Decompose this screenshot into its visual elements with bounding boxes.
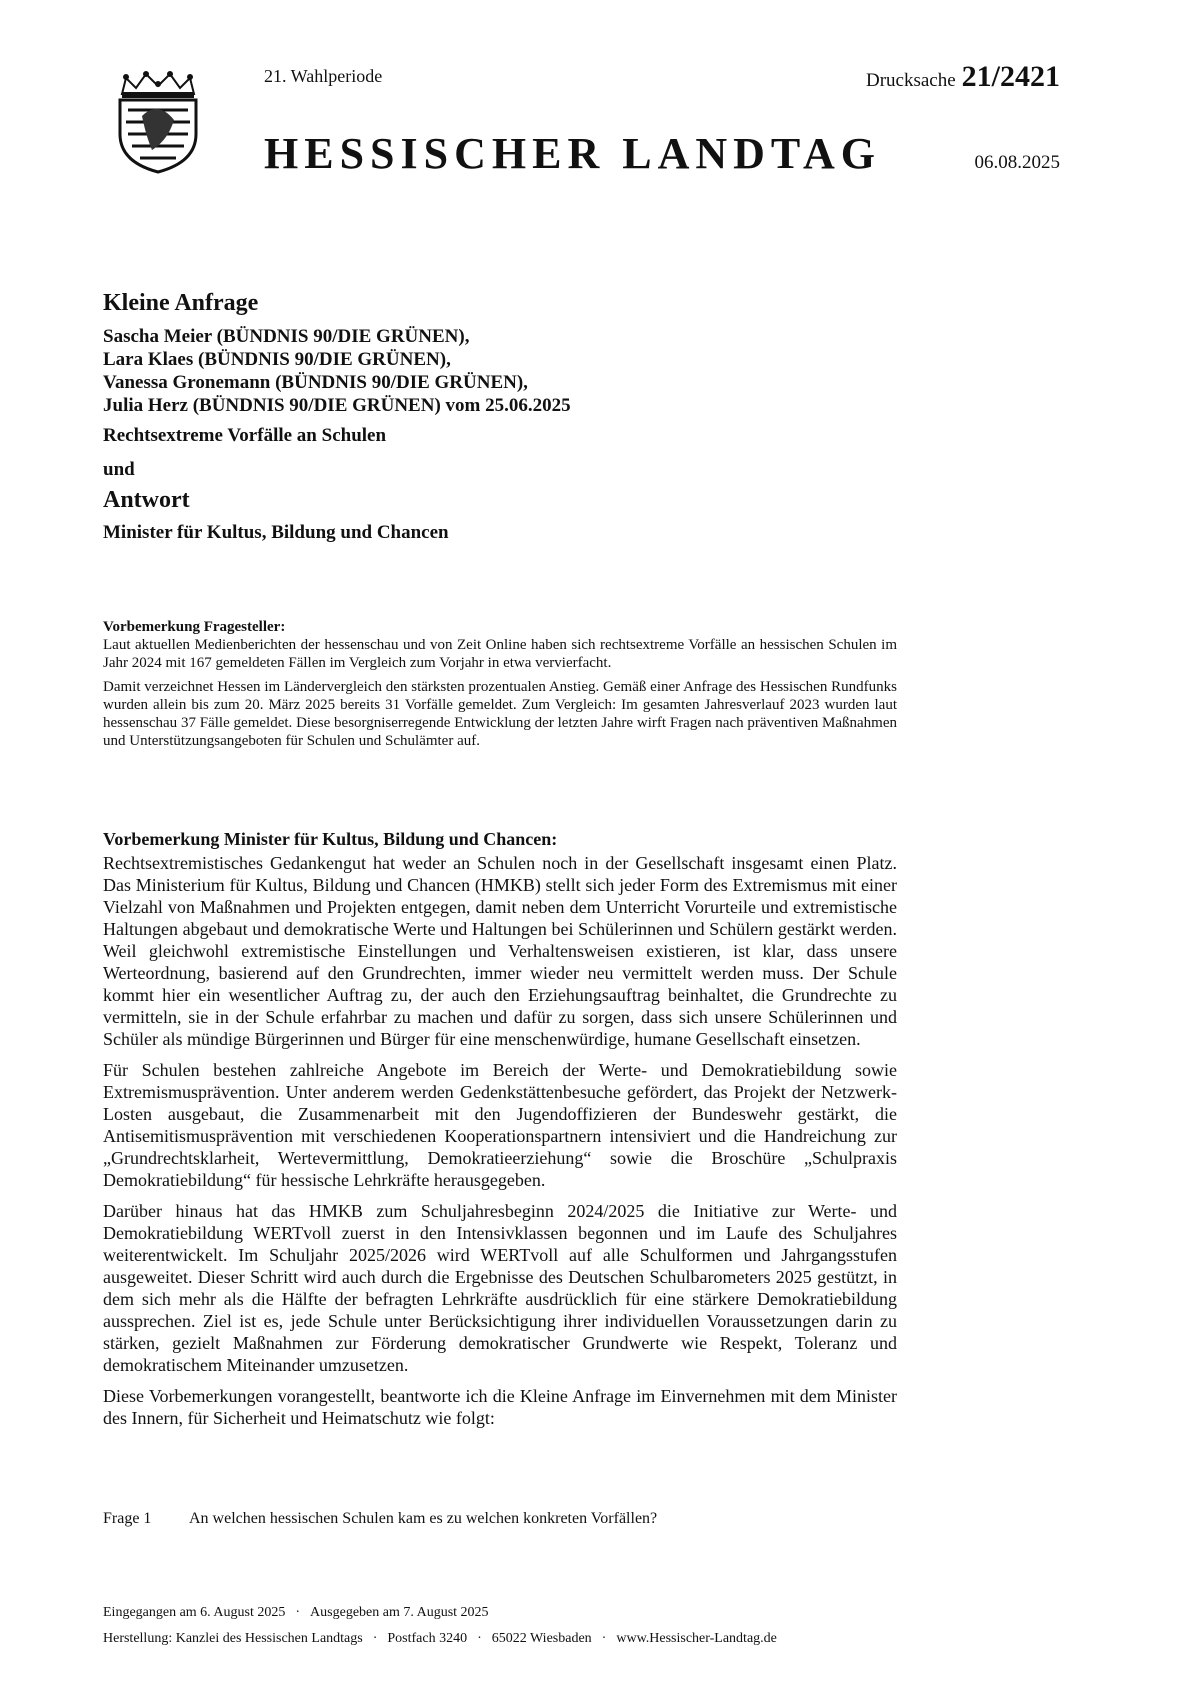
vorbemerkung-fragesteller — [103, 618, 897, 756]
author-line: Vanessa Gronemann (BÜNDNIS 90/DIE GRÜNEN), — [103, 372, 528, 393]
eingegangen: Eingegangen am 6. August 2025 — [103, 1605, 286, 1620]
paragraph: Damit verzeichnet Hessen im Ländervergleich den stärksten prozentualen Anstieg. Gemäß einer Anfrage des Hessischen Rundfunks wurden allein bis zum 20. März 2025 bereits 31 Vorfälle gemeldet. Zum Vergleich: Im gesamten Jahresverlauf 2023 wurden laut hessenschau 37 Fälle gemeldet. Diese besorgniserregende Entwicklung der letzten Jahre wirft Fragen nach präventiven Maßnahmen und Unterstützungsangeboten für Schulen und Schulämter auf. — [103, 679, 897, 749]
footer — [103, 1600, 777, 1652]
antwort-heading: Antwort — [103, 487, 190, 513]
paragraph: Diese Vorbemerkungen vorangestellt, beantworte ich die Kleine Anfrage im Einvernehmen mit dem Minister des Innern, für Sicherheit und Heimatschutz wie folgt: — [103, 1386, 897, 1428]
drucksache — [866, 60, 1060, 94]
city: 65022 Wiesbaden — [491, 1631, 592, 1646]
herstellung: Herstellung: Kanzlei des Hessischen Landtags — [103, 1631, 363, 1646]
separator: · — [477, 1631, 482, 1646]
footer-line-2 — [103, 1626, 777, 1652]
paragraph: Rechtsextremistisches Gedankengut hat weder an Schulen noch in der Gesellschaft insgesamt einen Platz. Das Ministerium für Kultus, Bildung und Chancen (HMKB) stellt sich jeder Form des Extremismus mit einer Vielzahl von Maßnahmen und Projekten entgegen, damit neben dem Unterricht Vorurteile und extremistische Haltungen abgebaut und demokratische Werte und Haltungen bei Schülerinnen und Schülern gestärkt werden. Weil gleichwohl extremistische Einstellungen und Verhaltensweisen existieren, ist klar, dass unsere Werteordnung, basierend auf den Grundrechten, immer wieder neu vermittelt werden muss. Der Schule kommt hier ein wesentlicher Auftrag zu, der auch den Erziehungsauftrag beinhaltet, die Grundrechte zu vermitteln, sie in der Schule erfahrbar zu machen und dafür zu sorgen, dass sich unsere Schülerinnen und Schüler als mündige Bürgerinnen und Bürger für eine menschenwürdige, humane Gesellschaft einsetzen. — [103, 853, 897, 1049]
author-line: Sascha Meier (BÜNDNIS 90/DIE GRÜNEN), — [103, 326, 470, 347]
author-line: Julia Herz (BÜNDNIS 90/DIE GRÜNEN) vom 25.06.2025 — [103, 395, 571, 416]
question-label: Frage 1 — [103, 1510, 152, 1527]
minister: Minister für Kultus, Bildung und Chancen — [103, 522, 449, 543]
paragraph: Für Schulen bestehen zahlreiche Angebote im Bereich der Werte- und Demokratiebildung sowie Extremismusprävention. Unter anderem werden Gedenkstättenbesuche gefördert, das Projekt der Netzwerk-Losten ausgebaut, die Zusammenarbeit mit den Jugendoffizieren der Bundeswehr gestärkt, die Antisemitismusprävention mit verschiedenen Kooperationspartnern intensiviert und die Handreichung zur „Grundrechtsklarheit, Wertevermittlung, Demokratieerziehung“ sowie die Broschüre „Schulpraxis Demokratiebildung“ für hessische Lehrkräfte herausgegeben. — [103, 1060, 897, 1190]
question-1 — [103, 1510, 657, 1528]
subject: Rechtsextreme Vorfälle an Schulen — [103, 425, 387, 446]
paragraph: Darüber hinaus hat das HMKB zum Schuljahresbeginn 2024/2025 die Initiative zur Werte- und Demokratiebildung WERTvoll zuerst in den Intensivklassen begonnen und im Laufe des Schuljahres weiterentwickelt. Im Schuljahr 2025/2026 wird WERTvoll auf alle Schulformen und Jahrgangsstufen ausgeweitet. Dieser Schritt wird auch durch die Ergebnisse des Deutschen Schulbarometers 2025 gestützt, in dem sich mehr als die Hälfte der befragten Lehrkräfte ausdrücklich für eine stärkere Demokratiebildung aussprechen. Ziel ist es, jede Schule unter Berücksichtigung ihrer individuellen Voraussetzungen darin zu stärken, gezielt Maßnahmen zur Förderung demokratischer Grundwerte wie Respekt, Toleranz und demokratischem Miteinander umzusetzen. — [103, 1201, 897, 1375]
ausgegeben: Ausgegeben am 7. August 2025 — [310, 1605, 489, 1620]
und: und — [103, 459, 135, 480]
author-line: Lara Klaes (BÜNDNIS 90/DIE GRÜNEN), — [103, 349, 451, 370]
separator: · — [295, 1605, 301, 1620]
postfach: Postfach 3240 — [387, 1631, 468, 1646]
drucksache-label: Drucksache — [865, 70, 956, 91]
anfrage-header — [103, 290, 923, 544]
section-heading: Vorbemerkung Minister für Kultus, Bildung und Chancen: — [103, 829, 558, 849]
drucksache-number: 21/2421 — [961, 60, 1060, 93]
vorbemerkung-minister — [103, 828, 897, 1438]
hessen-coat-of-arms-icon — [112, 70, 204, 174]
page-title: HESSISCHER LANDTAG — [264, 129, 881, 178]
section-heading: Vorbemerkung Fragesteller: — [103, 619, 286, 635]
authors — [103, 325, 923, 417]
separator: · — [372, 1631, 378, 1646]
paragraph: Laut aktuellen Medienberichten der hessenschau und von Zeit Online haben sich rechtsextreme Vorfälle an hessischen Schulen im Jahr 2024 mit 167 gemeldeten Fällen im Vergleich zum Vorjahr in etwa vervierfacht. — [103, 637, 897, 671]
separator: · — [601, 1631, 607, 1646]
wahlperiode: 21. Wahlperiode — [264, 66, 383, 86]
document-date: 06.08.2025 — [974, 152, 1060, 173]
question-text: An welchen hessischen Schulen kam es zu welchen konkreten Vorfällen? — [189, 1510, 658, 1527]
anfrage-type: Kleine Anfrage — [103, 290, 259, 316]
website-link[interactable]: www.Hessischer-Landtag.de — [616, 1631, 777, 1646]
footer-line-1 — [103, 1600, 777, 1626]
